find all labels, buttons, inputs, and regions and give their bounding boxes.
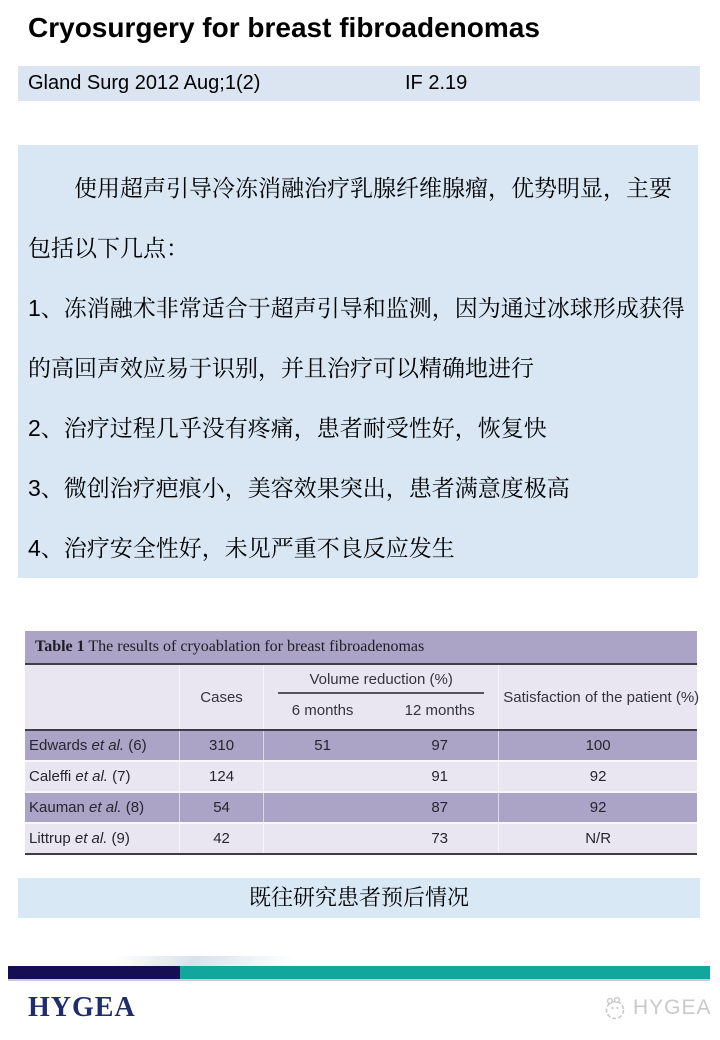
table-header-row-1 (25, 664, 697, 700)
summary-point-1: 1、冻消融术非常适合于超声引导和监测，因为通过冰球形成获得的高回声效应易于识别，并且治疗可以精确地进行 (28, 295, 685, 381)
m6-cell (264, 823, 382, 854)
journal-bar (18, 66, 700, 101)
results-table (25, 631, 700, 855)
summary-point-2: 2、治疗过程几乎没有疼痛，患者耐受性好，恢复快 (28, 415, 547, 441)
table-title-label: Table 1 (35, 638, 85, 655)
etal-label: et al. (91, 737, 125, 754)
summary-intro: 使用超声引导冷冻消融治疗乳腺纤维腺瘤，优势明显，主要包括以下几点： (28, 175, 672, 261)
etal-label: et al. (74, 830, 108, 847)
etal-label: et al. (75, 768, 108, 785)
cases-cell: 124 (180, 761, 264, 792)
table-row (25, 792, 697, 823)
study-cell (25, 792, 180, 823)
header-satisfaction: Satisfaction of the patient (%) (499, 664, 697, 730)
study-cell (25, 761, 180, 792)
cases-cell: 310 (180, 730, 264, 761)
hygea-watermark (601, 995, 712, 1021)
table-title-text: The results of cryoablation for breast fibroadenomas (84, 638, 425, 655)
impact-factor: IF 2.19 (405, 72, 468, 94)
hygea-watermark-text: HYGEA (633, 996, 712, 1019)
m12-cell: 87 (381, 792, 499, 823)
study-name: Littrup (29, 830, 75, 847)
header-6-months: 6 months (264, 700, 382, 730)
study-ref: (8) (121, 799, 145, 816)
table-title (25, 631, 697, 664)
m6-cell: 51 (264, 730, 382, 761)
summary-point-3: 3、微创治疗疤痕小，美容效果突出，患者满意度极高 (28, 475, 570, 501)
summary-point-4: 4、治疗安全性好，未见严重不良反应发生 (28, 535, 455, 561)
satisfaction-cell: 100 (499, 730, 697, 761)
satisfaction-cell: N/R (499, 823, 697, 854)
header-study (25, 664, 180, 730)
m12-cell: 91 (381, 761, 499, 792)
study-cell (25, 730, 180, 761)
hygea-logo: HYGEA (28, 992, 136, 1023)
m6-cell (264, 761, 382, 792)
footer-bar-navy (8, 966, 180, 979)
satisfaction-cell: 92 (499, 792, 697, 823)
page-title: Cryosurgery for breast fibroadenomas (28, 12, 540, 43)
table-row (25, 761, 697, 792)
table-row (25, 730, 697, 761)
study-ref: (6) (124, 737, 147, 754)
study-ref: (7) (107, 768, 131, 785)
cases-cell: 42 (180, 823, 264, 854)
results-table-wrap (25, 631, 700, 855)
study-ref: (9) (107, 830, 130, 847)
header-volume-group-label: Volume reduction (%) (278, 671, 484, 694)
study-name: Edwards (29, 737, 92, 754)
study-name: Caleffi (29, 768, 76, 785)
header-volume-group (264, 664, 499, 700)
header-12-months: 12 months (381, 700, 499, 730)
footer-bar-underline (8, 979, 710, 981)
etal-label: et al. (89, 799, 122, 816)
table-title-row (25, 631, 697, 664)
m6-cell (264, 792, 382, 823)
study-name: Kauman (29, 799, 90, 816)
footer-bar-teal (180, 966, 710, 979)
satisfaction-cell: 92 (499, 761, 697, 792)
study-cell (25, 823, 180, 854)
hygea-watermark-icon (601, 995, 627, 1021)
table-row (25, 823, 697, 854)
m12-cell: 73 (381, 823, 499, 854)
footer-decorative-streak (108, 956, 295, 966)
summary-box (18, 145, 698, 578)
cases-cell: 54 (180, 792, 264, 823)
header-cases: Cases (180, 664, 264, 730)
table-caption-bar: 既往研究患者预后情况 (18, 878, 700, 918)
m12-cell: 97 (381, 730, 499, 761)
journal-citation: Gland Surg 2012 Aug;1(2) (28, 72, 261, 94)
